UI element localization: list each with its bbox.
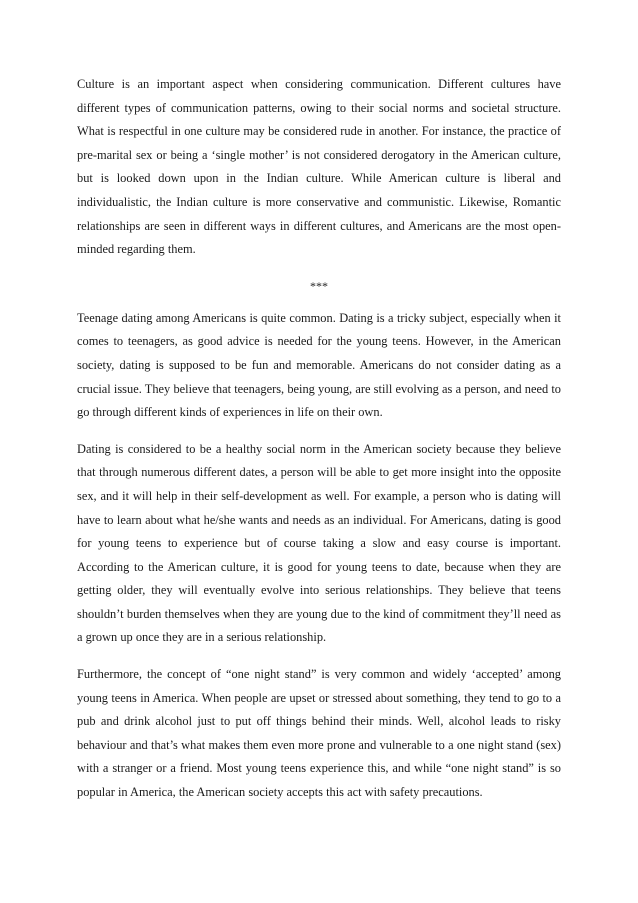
paragraph-one-night-stand: Furthermore, the concept of “one night stand” is very common and widely ‘accepted’ among young teens in America. When people are upset or stressed about something, they tend to go to a pub and drink alcohol just to put off things behind their minds. Well, alcohol leads to risky behaviour and that’s what makes them even more prone and vulnerable to a one night stand (sex) with a stranger or a friend. Most young teens experience this, and while “one night stand” is so popular in America, the American society accepts this act with safety precautions. — [77, 667, 561, 800]
document-body — [77, 73, 561, 818]
paragraph-culture-communication: Culture is an important aspect when considering communication. Different cultures have different types of communication patterns, owing to their social norms and societal structure. What is respectful in one culture may be considered rude in another. For instance, the practice of pre-marital sex or being a ‘single mother’ is not considered derogatory in the American culture, but is looked down upon in the Indian culture. While American culture is liberal and individualistic, the Indian culture is more conservative and communistic. Likewise, Romantic relationships are seen in different ways in different cultures, and Americans are the most open-minded regarding them. — [77, 77, 561, 257]
paragraph-healthy-social-norm: Dating is considered to be a healthy social norm in the American society because they believe that through numerous different dates, a person will be able to get more insight into the opposite sex, and it will help in their self-development as well. For example, a person who is dating will have to learn about what he/she wants and needs as an individual. For Americans, dating is good for young teens to experience but of course taking a slow and easy course is important. According to the American culture, it is good for young teens to date, because when they are getting older, they will eventually evolve into serious relationships. They believe that teens shouldn’t burden themselves when they are young due to the kind of commitment they’ll need as a grown up once they are in a serious relationship. — [77, 441, 561, 645]
paragraph-teenage-dating: Teenage dating among Americans is quite common. Dating is a tricky subject, especially when it comes to teenagers, as good advice is needed for the young teens. However, in the American society, dating is supposed to be fun and memorable. Americans do not consider dating as a crucial issue. They believe that teenagers, being young, are still evolving as a person, and need to go through different kinds of experiences in life on their own. — [77, 310, 561, 420]
section-separator: *** — [310, 278, 328, 293]
